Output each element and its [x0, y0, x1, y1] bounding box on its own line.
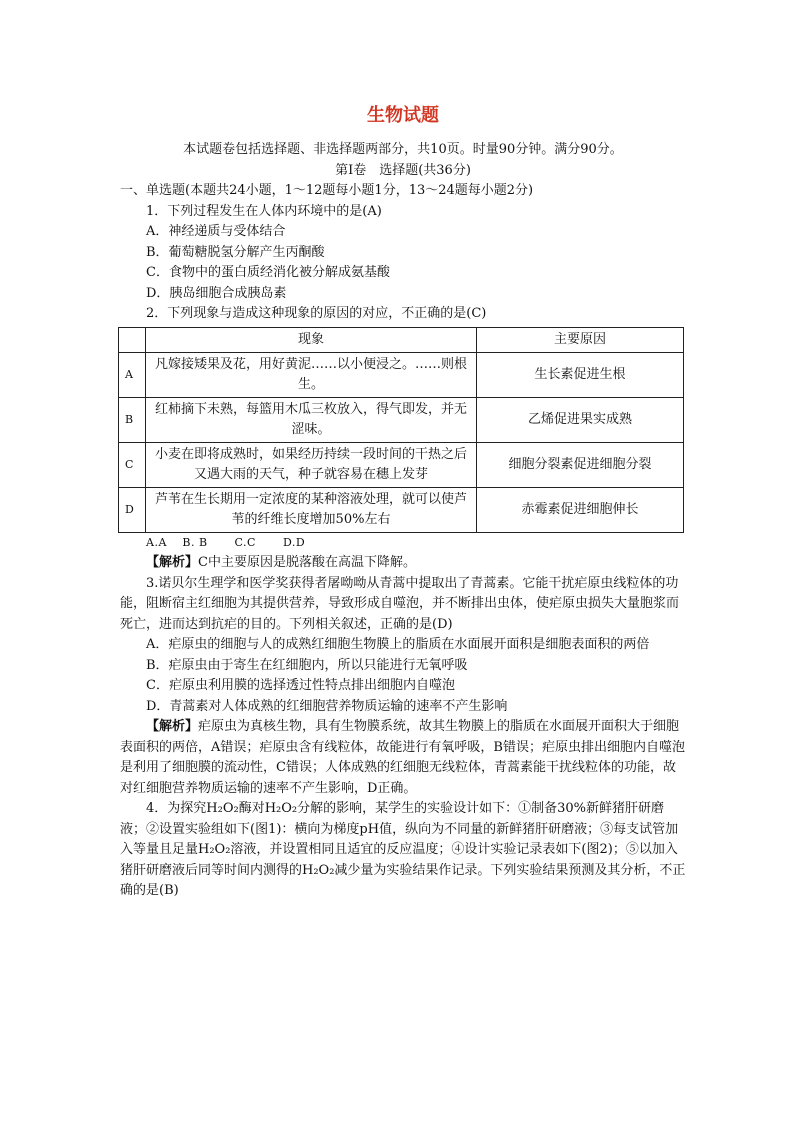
row-label: D	[119, 487, 146, 532]
table-row	[119, 352, 684, 397]
q1-option-d: D．胰岛细胞合成胰岛素	[146, 285, 287, 301]
q1-option-b: B．葡萄糖脱氢分解产生丙酮酸	[146, 244, 325, 260]
row-cause: 细胞分裂素促进细胞分裂	[477, 442, 684, 487]
table-row	[119, 442, 684, 487]
row-label: C	[119, 442, 146, 487]
q2-stem: 2．下列现象与造成这种现象的原因的对应，不正确的是(C)	[146, 306, 487, 321]
q1-option-c: C．食物中的蛋白质经消化被分解成氨基酸	[146, 265, 390, 280]
q2-answer-options: A.A B. B C.C D.D	[146, 535, 306, 549]
section-heading: 第Ⅰ卷 选择题(共36分)	[335, 162, 471, 178]
table-row	[119, 397, 684, 442]
row-phenomenon: 芦苇在生长期用一定浓度的某种溶液处理，就可以使芦苇的纤维长度增加50%左右	[146, 487, 477, 532]
row-phenomenon: 红柿摘下未熟，每篮用木瓜三枚放入，得气即发，并无涩味。	[146, 397, 477, 442]
table-header-row	[119, 327, 684, 352]
q3-option-b: B．疟原虫由于寄生在红细胞内，所以只能进行无氧呼吸	[146, 657, 468, 673]
exam-page	[120, 104, 686, 902]
page-title: 生物试题	[367, 105, 439, 126]
q3-option-c: C．疟原虫利用膜的选择透过性特点排出细胞内自噬泡	[146, 678, 455, 693]
exam-intro: 本试题卷包括选择题、非选择题两部分，共10页。时量90分钟。满分90分。	[183, 142, 623, 157]
q3-option-d: D．青蒿素对人体成熟的红细胞营养物质运输的速率不产生影响	[146, 698, 508, 714]
table-header-blank	[119, 327, 146, 352]
q3-analysis	[120, 717, 686, 799]
part-heading: 一、单选题(本题共24小题，1～12题每小题1分，13～24题每小题2分)	[120, 183, 534, 198]
q3-stem: 3.诺贝尔生理学和医学奖获得者屠呦呦从青蒿中提取出了青蒿素。它能干扰疟原虫线粒体的功能，阻断宿主红细胞为其提供营养，导致形成自噬泡，并不断排出虫体，使疟原虫损失大量胞浆而死亡，进而达到抗疟的目的。下列相关叙述，正确的是(D)	[120, 575, 680, 632]
row-label: B	[119, 397, 146, 442]
table-header-cause: 主要原因	[477, 327, 684, 352]
row-cause: 乙烯促进果实成熟	[477, 397, 684, 442]
row-cause: 赤霉素促进细胞伸长	[477, 487, 684, 532]
row-phenomenon: 凡嫁接矮果及花，用好黄泥……以小便浸之。……则根生。	[146, 352, 477, 397]
q4-stem: 4．为探究H₂O₂酶对H₂O₂分解的影响，某学生的实验设计如下：①制备30%新鲜猪肝研磨液；②设置实验组如下(图1)：横向为梯度pH值，纵向为不同量的新鲜猪肝研磨液；③每支试管加入等量且足量H₂O₂溶液，并设置相同且适宜的反应温度；④设计实验记录表如下(图2)；⑤以加入猪肝研磨液后同等时间内测得的H₂O₂减少量为实验结果作记录。下列实验结果预测及其分析，不正确的是(B)	[120, 801, 686, 898]
q2-analysis	[120, 553, 686, 574]
row-label: A	[119, 352, 146, 397]
table-header-phenomenon: 现象	[146, 327, 477, 352]
analysis-label: 【解析】	[146, 555, 199, 570]
row-phenomenon: 小麦在即将成熟时，如果经历持续一段时间的干热之后又遇大雨的天气，种子就容易在穗上发芽	[146, 442, 477, 487]
q2-table	[118, 327, 684, 533]
q1-stem: 1．下列过程发生在人体内环境中的是(A)	[146, 203, 382, 219]
q3-option-a: A．疟原虫的细胞与人的成熟红细胞生物膜上的脂质在水面展开面积是细胞表面积的两倍	[146, 637, 650, 652]
analysis-text: C中主要原因是脱落酸在高温下降解。	[198, 555, 416, 570]
analysis-label: 【解析】	[146, 719, 199, 734]
q1-option-a: A．神经递质与受体结合	[146, 224, 286, 239]
row-cause: 生长素促进生根	[477, 352, 684, 397]
table-row	[119, 487, 684, 532]
analysis-text: 疟原虫为真核生物，具有生物膜系统，故其生物膜上的脂质在水面展开面积大于细胞表面积的两倍，A错误；疟原虫含有线粒体，故能进行有氧呼吸，B错误；疟原虫排出细胞内自噬泡是利用了细胞膜的流动性，C错误；人体成熟的红细胞无线粒体，青蒿素能干扰线粒体的功能，故对红细胞营养物质运输的速率不产生影响，D正确。	[120, 719, 685, 796]
